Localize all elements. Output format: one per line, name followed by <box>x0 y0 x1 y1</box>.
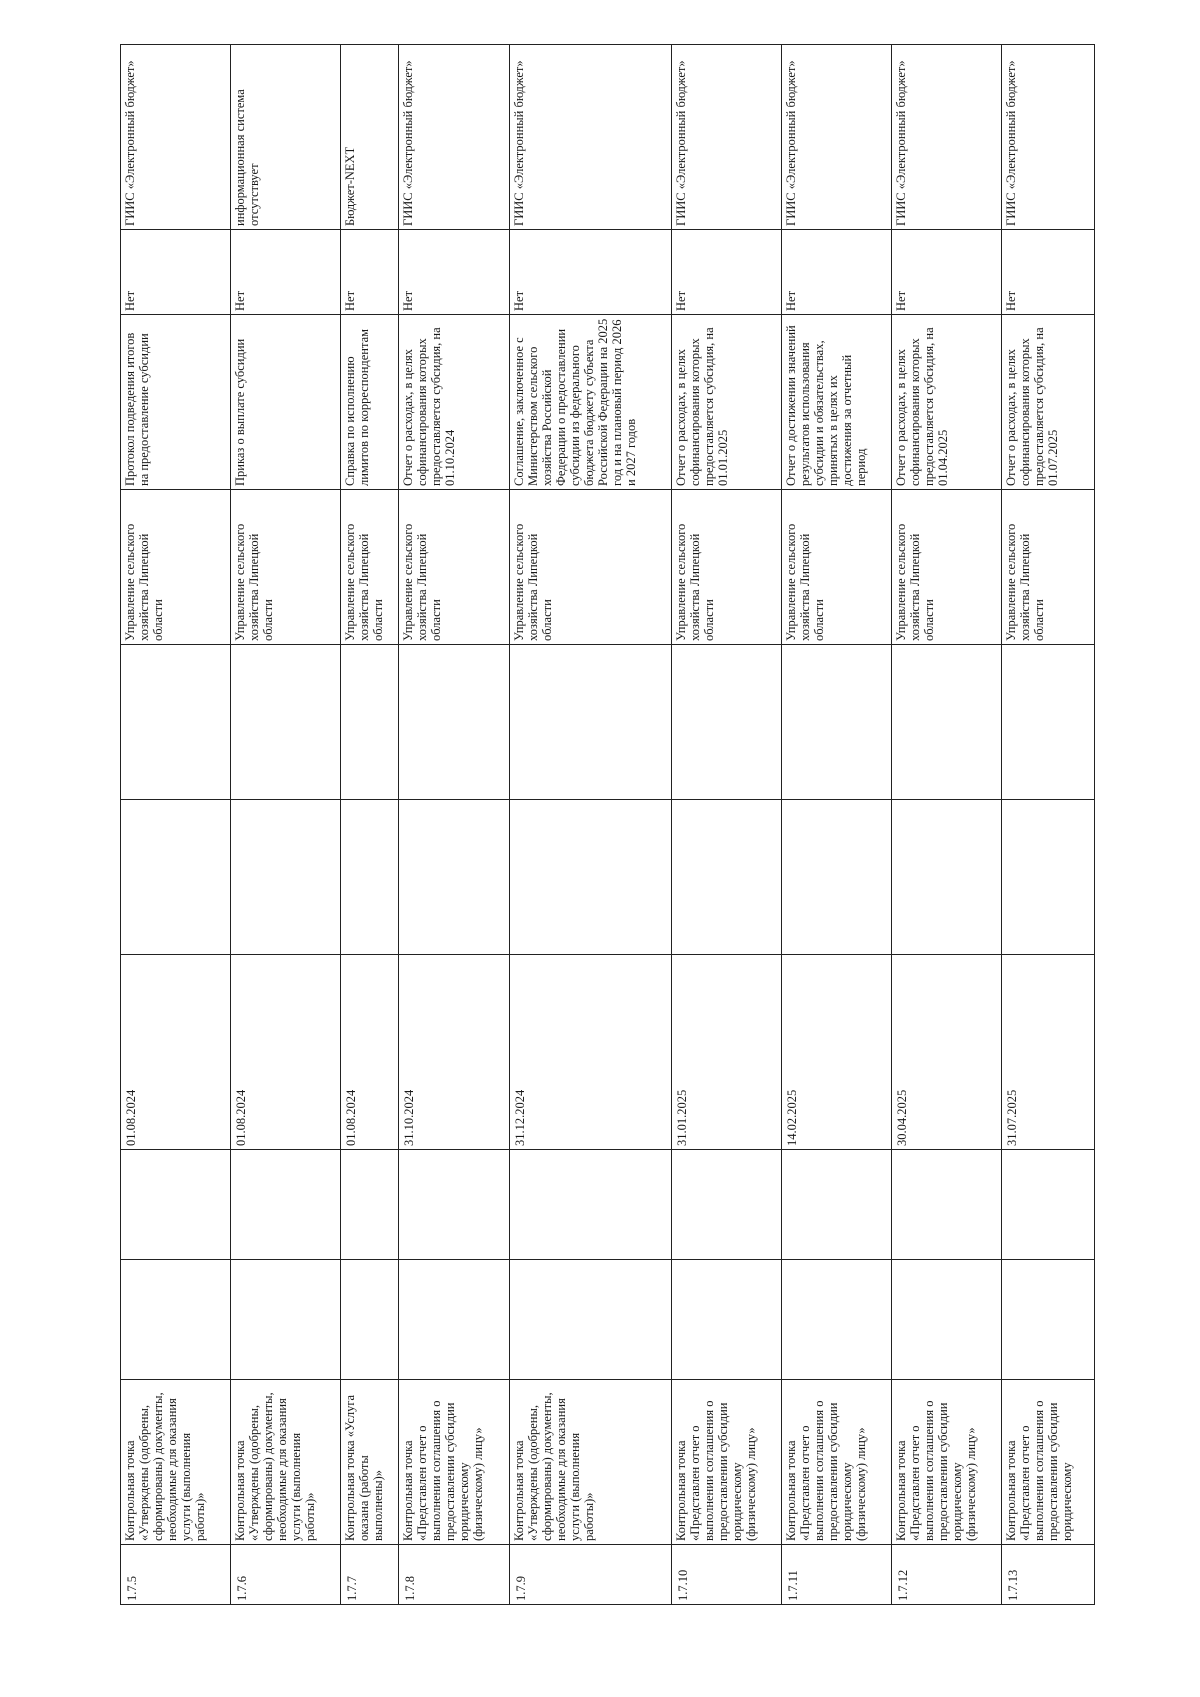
control-point-name: Контрольная точка «Представлен отчет о выполнении соглашения о предоставлении субсидии юридическому (физическому) лицу» <box>671 1380 781 1545</box>
due-date: 01.08.2024 <box>121 955 231 1150</box>
empty-cell <box>399 800 509 955</box>
confirming-document: Отчет о достижении значений результатов использования субсидии и обязательствах, принятых в целях их достижения за отчетный период <box>781 315 891 490</box>
empty-cell <box>1002 1260 1095 1380</box>
empty-cell <box>1002 645 1095 800</box>
empty-cell <box>671 800 781 955</box>
empty-cell <box>121 1150 231 1260</box>
due-date: 31.01.2025 <box>671 955 781 1150</box>
confirming-document: Соглашение, заключенное с Министерством сельского хозяйства Российской Федерации о предоставлении субсидии из федерального бюджета бюджету субъекта Российской Федерации на 2025 год и на плановый период 2026 и 2027 годов <box>509 315 671 490</box>
empty-cell <box>231 645 341 800</box>
control-point-name: Контрольная точка «Услуга оказана (работы выполнены)» <box>341 1380 399 1545</box>
empty-cell <box>341 1260 399 1380</box>
table-row-1-7-11 <box>781 45 891 1605</box>
table-row-1-7-13 <box>1002 45 1095 1605</box>
information-system: ГИИС «Электронный бюджет» <box>121 45 231 230</box>
executor: Управление сельского хозяйства Липецкой области <box>399 490 509 645</box>
empty-cell <box>781 1260 891 1380</box>
confirming-document: Отчет о расходах, в целях софинансирования которых предоставляется субсидия, на 01.10.2024 <box>399 315 509 490</box>
executor: Управление сельского хозяйства Липецкой области <box>1002 490 1095 645</box>
row-number: 1.7.9 <box>509 1545 671 1605</box>
empty-cell <box>231 1260 341 1380</box>
empty-cell <box>399 1150 509 1260</box>
table-row-1-7-9 <box>509 45 671 1605</box>
empty-cell <box>341 800 399 955</box>
empty-cell <box>231 1150 341 1260</box>
control-points-table <box>120 44 1095 1605</box>
empty-cell <box>399 645 509 800</box>
approval-flag: Нет <box>231 230 341 315</box>
empty-cell <box>781 1150 891 1260</box>
confirming-document: Отчет о расходах, в целях софинансирования которых предоставляется субсидия, на 01.04.2025 <box>891 315 1001 490</box>
information-system: ГИИС «Электронный бюджет» <box>671 45 781 230</box>
row-number: 1.7.6 <box>231 1545 341 1605</box>
empty-cell <box>781 645 891 800</box>
empty-cell <box>1002 800 1095 955</box>
approval-flag: Нет <box>891 230 1001 315</box>
executor: Управление сельского хозяйства Липецкой области <box>781 490 891 645</box>
empty-cell <box>781 800 891 955</box>
empty-cell <box>671 1260 781 1380</box>
executor: Управление сельского хозяйства Липецкой области <box>121 490 231 645</box>
control-point-name: Контрольная точка «Представлен отчет о выполнении соглашения о предоставлении субсидии юридическому <box>1002 1380 1095 1545</box>
control-point-name: Контрольная точка «Представлен отчет о выполнении соглашения о предоставлении субсидии юридическому (физическому) лицу» <box>891 1380 1001 1545</box>
approval-flag: Нет <box>399 230 509 315</box>
row-number: 1.7.10 <box>671 1545 781 1605</box>
control-point-name: Контрольная точка «Утверждены (одобрены, сформированы) документы, необходимые для оказания услуги (выполнения работы)» <box>231 1380 341 1545</box>
empty-cell <box>891 800 1001 955</box>
empty-cell <box>891 645 1001 800</box>
executor: Управление сельского хозяйства Липецкой области <box>341 490 399 645</box>
approval-flag: Нет <box>121 230 231 315</box>
empty-cell <box>509 1260 671 1380</box>
empty-cell <box>509 645 671 800</box>
row-number: 1.7.13 <box>1002 1545 1095 1605</box>
row-number: 1.7.5 <box>121 1545 231 1605</box>
empty-cell <box>341 1150 399 1260</box>
information-system: ГИИС «Электронный бюджет» <box>509 45 671 230</box>
table-row-1-7-8 <box>399 45 509 1605</box>
row-number: 1.7.8 <box>399 1545 509 1605</box>
confirming-document: Отчет о расходах, в целях софинансирования которых предоставляется субсидия, на 01.01.2025 <box>671 315 781 490</box>
confirming-document: Протокол подведения итогов на предоставление субсидии <box>121 315 231 490</box>
approval-flag: Нет <box>341 230 399 315</box>
confirming-document: Справка по исполнению лимитов по корреспондентам <box>341 315 399 490</box>
empty-cell <box>891 1260 1001 1380</box>
information-system: ГИИС «Электронный бюджет» <box>1002 45 1095 230</box>
due-date: 01.08.2024 <box>231 955 341 1150</box>
table-body <box>121 45 1095 1605</box>
empty-cell <box>121 1260 231 1380</box>
control-point-name: Контрольная точка «Утверждены (одобрены, сформированы) документы, необходимые для оказания услуги (выполнения работы)» <box>121 1380 231 1545</box>
empty-cell <box>509 800 671 955</box>
empty-cell <box>121 645 231 800</box>
due-date: 14.02.2025 <box>781 955 891 1150</box>
confirming-document: Приказ о выплате субсидии <box>231 315 341 490</box>
table-row-1-7-7 <box>341 45 399 1605</box>
control-point-name: Контрольная точка «Представлен отчет о выполнении соглашения о предоставлении субсидии юридическому (физическому) лицу» <box>781 1380 891 1545</box>
empty-cell <box>509 1150 671 1260</box>
executor: Управление сельского хозяйства Липецкой области <box>891 490 1001 645</box>
approval-flag: Нет <box>671 230 781 315</box>
empty-cell <box>1002 1150 1095 1260</box>
approval-flag: Нет <box>509 230 671 315</box>
control-point-name: Контрольная точка «Утверждены (одобрены, сформированы) документы, необходимые для оказания услуги (выполнения работы)» <box>509 1380 671 1545</box>
confirming-document: Отчет о расходах, в целях софинансирования которых предоставляется субсидия, на 01.07.2025 <box>1002 315 1095 490</box>
empty-cell <box>231 800 341 955</box>
empty-cell <box>671 645 781 800</box>
approval-flag: Нет <box>1002 230 1095 315</box>
rotated-table-container <box>120 45 1095 1605</box>
table-row-1-7-5 <box>121 45 231 1605</box>
executor: Управление сельского хозяйства Липецкой области <box>671 490 781 645</box>
due-date: 01.08.2024 <box>341 955 399 1150</box>
information-system: ГИИС «Электронный бюджет» <box>399 45 509 230</box>
table-row-1-7-12 <box>891 45 1001 1605</box>
approval-flag: Нет <box>781 230 891 315</box>
due-date: 31.10.2024 <box>399 955 509 1150</box>
control-point-name: Контрольная точка «Представлен отчет о выполнении соглашения о предоставлении субсидии юридическому (физическому) лицу» <box>399 1380 509 1545</box>
empty-cell <box>341 645 399 800</box>
row-number: 1.7.12 <box>891 1545 1001 1605</box>
table-row-1-7-10 <box>671 45 781 1605</box>
information-system: ГИИС «Электронный бюджет» <box>891 45 1001 230</box>
empty-cell <box>399 1260 509 1380</box>
empty-cell <box>671 1150 781 1260</box>
row-number: 1.7.11 <box>781 1545 891 1605</box>
row-number: 1.7.7 <box>341 1545 399 1605</box>
table-row-1-7-6 <box>231 45 341 1605</box>
executor: Управление сельского хозяйства Липецкой области <box>509 490 671 645</box>
information-system: ГИИС «Электронный бюджет» <box>781 45 891 230</box>
due-date: 30.04.2025 <box>891 955 1001 1150</box>
executor: Управление сельского хозяйства Липецкой области <box>231 490 341 645</box>
empty-cell <box>891 1150 1001 1260</box>
information-system: Бюджет-NEXT <box>341 45 399 230</box>
due-date: 31.07.2025 <box>1002 955 1095 1150</box>
empty-cell <box>121 800 231 955</box>
information-system: информационная система отсутствует <box>231 45 341 230</box>
due-date: 31.12.2024 <box>509 955 671 1150</box>
